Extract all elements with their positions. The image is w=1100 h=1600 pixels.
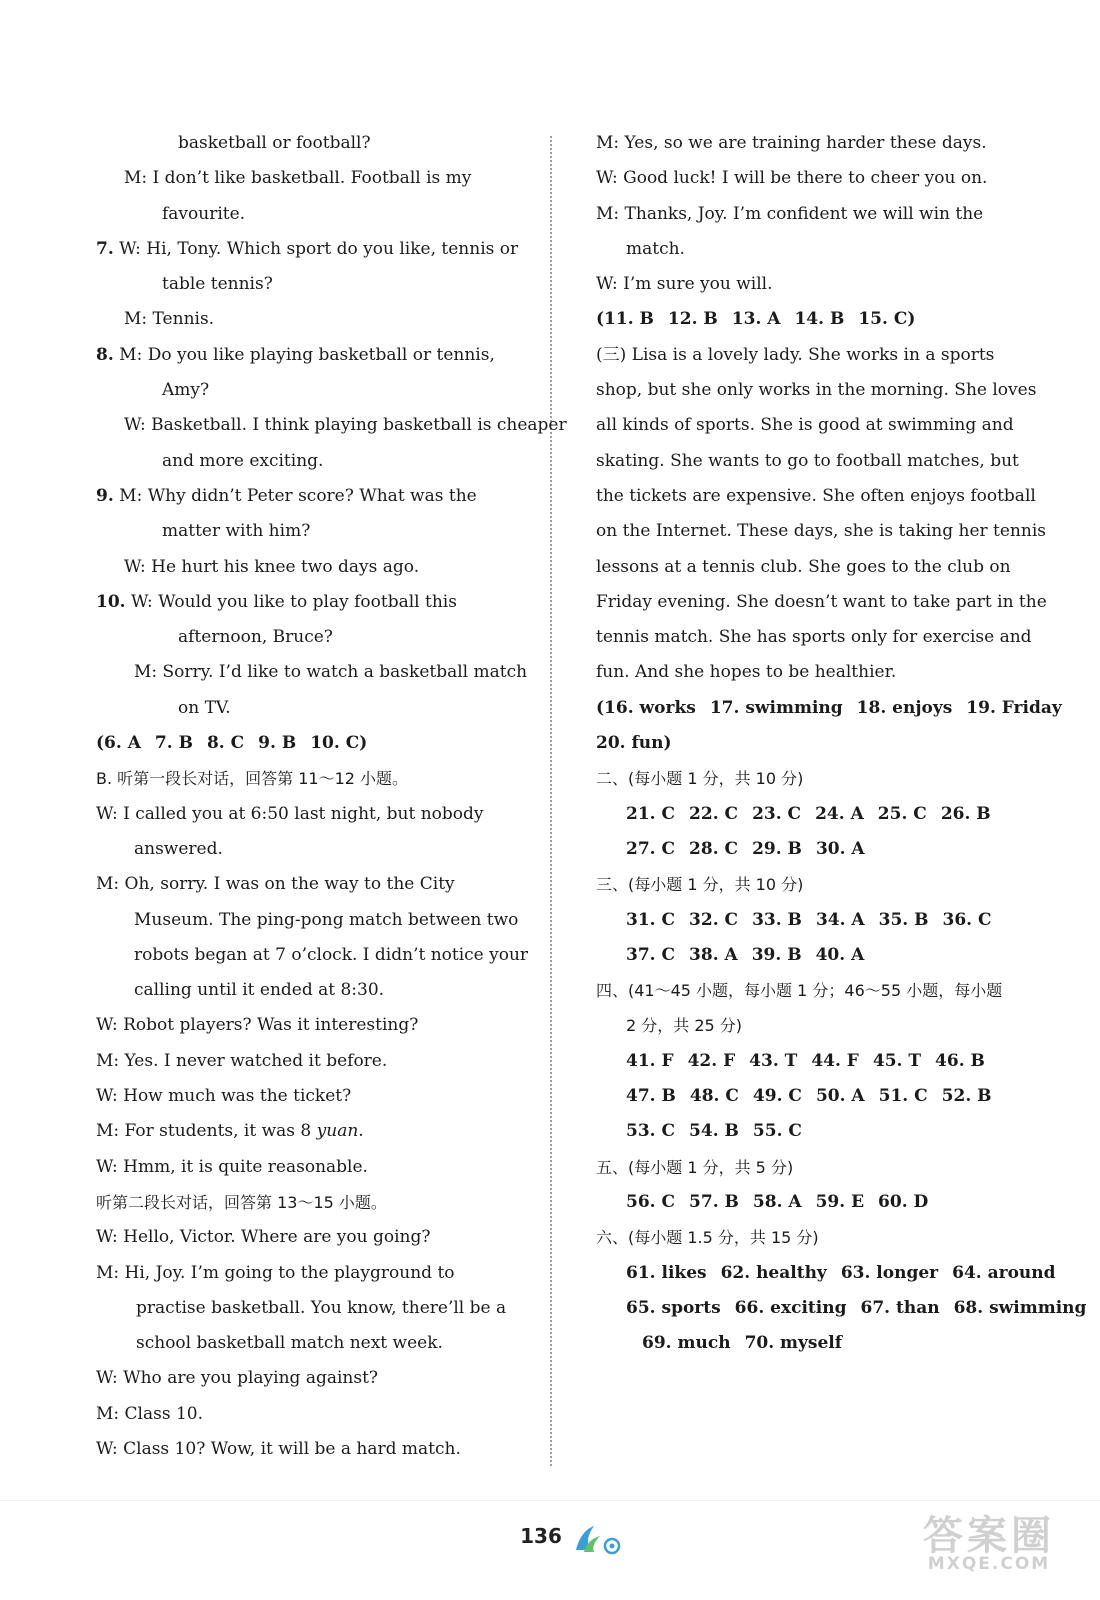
swirl-logo-icon — [570, 1522, 630, 1556]
watermark-title: 答案圈 — [923, 1513, 1055, 1559]
answer-row: 41. F 42. F 43. T 44. F 45. T 46. B — [626, 1050, 985, 1071]
answer-row: 61. likes 62. healthy 63. longer 64. around — [626, 1262, 1056, 1283]
text-line: W: He hurt his knee two days ago. — [124, 556, 420, 577]
text-line: afternoon, Bruce? — [178, 627, 333, 648]
passage-line: all kinds of sports. She is good at swimming and — [596, 415, 1014, 436]
answer-row: 56. C 57. B 58. A 59. E 60. D — [626, 1191, 929, 1212]
text-line: matter with him? — [162, 521, 311, 542]
text-line: W: Who are you playing against? — [96, 1368, 379, 1389]
text-line: W: Basketball. I think playing basketball is cheaper — [124, 415, 567, 436]
text-line: M: Hi, Joy. I’m going to the playground to — [96, 1262, 455, 1283]
column-divider — [550, 136, 552, 1466]
text-line: W: Hello, Victor. Where are you going? — [96, 1227, 431, 1248]
text-line: W: Hmm, it is quite reasonable. — [96, 1156, 368, 1177]
passage-line: on the Internet. These days, she is taking her tennis — [596, 521, 1046, 542]
answer-row: 21. C 22. C 23. C 24. A 25. C 26. B — [626, 803, 991, 824]
answer-row: 37. C 38. A 39. B 40. A — [626, 944, 865, 965]
text-line: W: I’m sure you will. — [596, 274, 773, 295]
section-heading: 六、(每小题 1.5 分，共 15 分) — [596, 1228, 819, 1248]
question-9: 9. M: Why didn’t Peter score? What was the — [96, 485, 477, 506]
text-line: M: Sorry. I’d like to watch a basketball match — [134, 662, 528, 683]
text-line: W: I called you at 6:50 last night, but nobody — [96, 803, 484, 824]
text-line: table tennis? — [162, 274, 273, 295]
passage-line: fun. And she hopes to be healthier. — [596, 662, 897, 683]
answer-key-20: 20. fun) — [596, 733, 672, 754]
text-line: M: Oh, sorry. I was on the way to the City — [96, 874, 455, 895]
text-line: M: Thanks, Joy. I’m confident we will win the — [596, 203, 984, 224]
text-line: practise basketball. You know, there’ll be a — [136, 1297, 507, 1318]
text-line: on TV. — [178, 697, 231, 718]
text-line: Museum. The ping-pong match between two — [134, 909, 519, 930]
question-7: 7. W: Hi, Tony. Which sport do you like, tennis or — [96, 238, 519, 259]
answer-key-6-10: (6. A 7. B 8. C 9. B 10. C) — [96, 733, 368, 754]
passage-line: skating. She wants to go to football matches, but — [596, 450, 1019, 471]
footer-rule — [0, 1500, 1100, 1501]
section-heading: 二、(每小题 1 分，共 10 分) — [596, 769, 804, 789]
answer-row: 65. sports 66. exciting 67. than 68. swimming — [626, 1297, 1087, 1318]
text-line: answered. — [134, 838, 223, 859]
text-line: W: Robot players? Was it interesting? — [96, 1015, 419, 1036]
section-heading: 2 分，共 25 分) — [626, 1016, 743, 1036]
text-line: W: Class 10? Wow, it will be a hard match. — [96, 1438, 461, 1459]
text-line: M: I don’t like basketball. Football is my — [124, 168, 472, 189]
text-line: Amy? — [162, 380, 210, 401]
right-column — [596, 126, 1087, 1361]
text-line: favourite. — [162, 203, 246, 224]
text-line: M: Tennis. — [124, 309, 215, 330]
left-column — [96, 126, 567, 1467]
passage-line: tennis match. She has sports only for exercise and — [596, 627, 1032, 648]
passage-line: the tickets are expensive. She often enjoys football — [596, 485, 1036, 506]
answer-row: 47. B 48. C 49. C 50. A 51. C 52. B — [626, 1086, 992, 1107]
watermark — [904, 1513, 1074, 1574]
section-heading: 听第二段长对话，回答第 13～15 小题。 — [96, 1192, 387, 1212]
text-line: M: Yes. I never watched it before. — [96, 1050, 388, 1071]
passage-line: Friday evening. She doesn’t want to take part in the — [596, 591, 1047, 612]
text-line: M: For students, it was 8 yuan. — [96, 1121, 364, 1142]
text-line: W: How much was the ticket? — [96, 1086, 352, 1107]
text-line: school basketball match next week. — [136, 1333, 443, 1354]
question-10: 10. W: Would you like to play football this — [96, 591, 457, 612]
answer-row: 27. C 28. C 29. B 30. A — [626, 838, 865, 859]
text-line: robots began at 7 o’clock. I didn’t notice your — [134, 944, 529, 965]
section-heading: 五、(每小题 1 分，共 5 分) — [596, 1157, 794, 1177]
text-line: and more exciting. — [162, 450, 324, 471]
answer-row: 53. C 54. B 55. C — [626, 1121, 802, 1142]
answer-key-11-15: (11. B 12. B 13. A 14. B 15. C) — [596, 309, 916, 330]
passage-line: (三) Lisa is a lovely lady. She works in a sports — [596, 344, 995, 365]
text-line: calling until it ended at 8:30. — [134, 980, 385, 1001]
text-line: M: Class 10. — [96, 1403, 204, 1424]
passage-line: lessons at a tennis club. She goes to the club on — [596, 556, 1011, 577]
answer-row: 31. C 32. C 33. B 34. A 35. B 36. C — [626, 909, 992, 930]
question-8: 8. M: Do you like playing basketball or tennis, — [96, 344, 495, 365]
answer-row: 69. much 70. myself — [642, 1333, 843, 1354]
section-heading: 四、(41～45 小题，每小题 1 分；46～55 小题，每小题 — [596, 981, 1003, 1001]
text-line: W: Good luck! I will be there to cheer you on. — [596, 168, 988, 189]
section-heading: B. 听第一段长对话，回答第 11～12 小题。 — [96, 769, 409, 789]
text-line: M: Yes, so we are training harder these days. — [596, 133, 987, 153]
text-line: basketball or football? — [178, 133, 371, 153]
section-heading: 三、(每小题 1 分，共 10 分) — [596, 875, 804, 895]
answer-key-16-19: (16. works 17. swimming 18. enjoys 19. Friday — [596, 697, 1062, 718]
text-line: match. — [626, 238, 685, 259]
page-number: 136 — [520, 1524, 562, 1548]
passage-line: shop, but she only works in the morning. She loves — [596, 380, 1037, 401]
watermark-url: MXQE.COM — [927, 1554, 1051, 1574]
